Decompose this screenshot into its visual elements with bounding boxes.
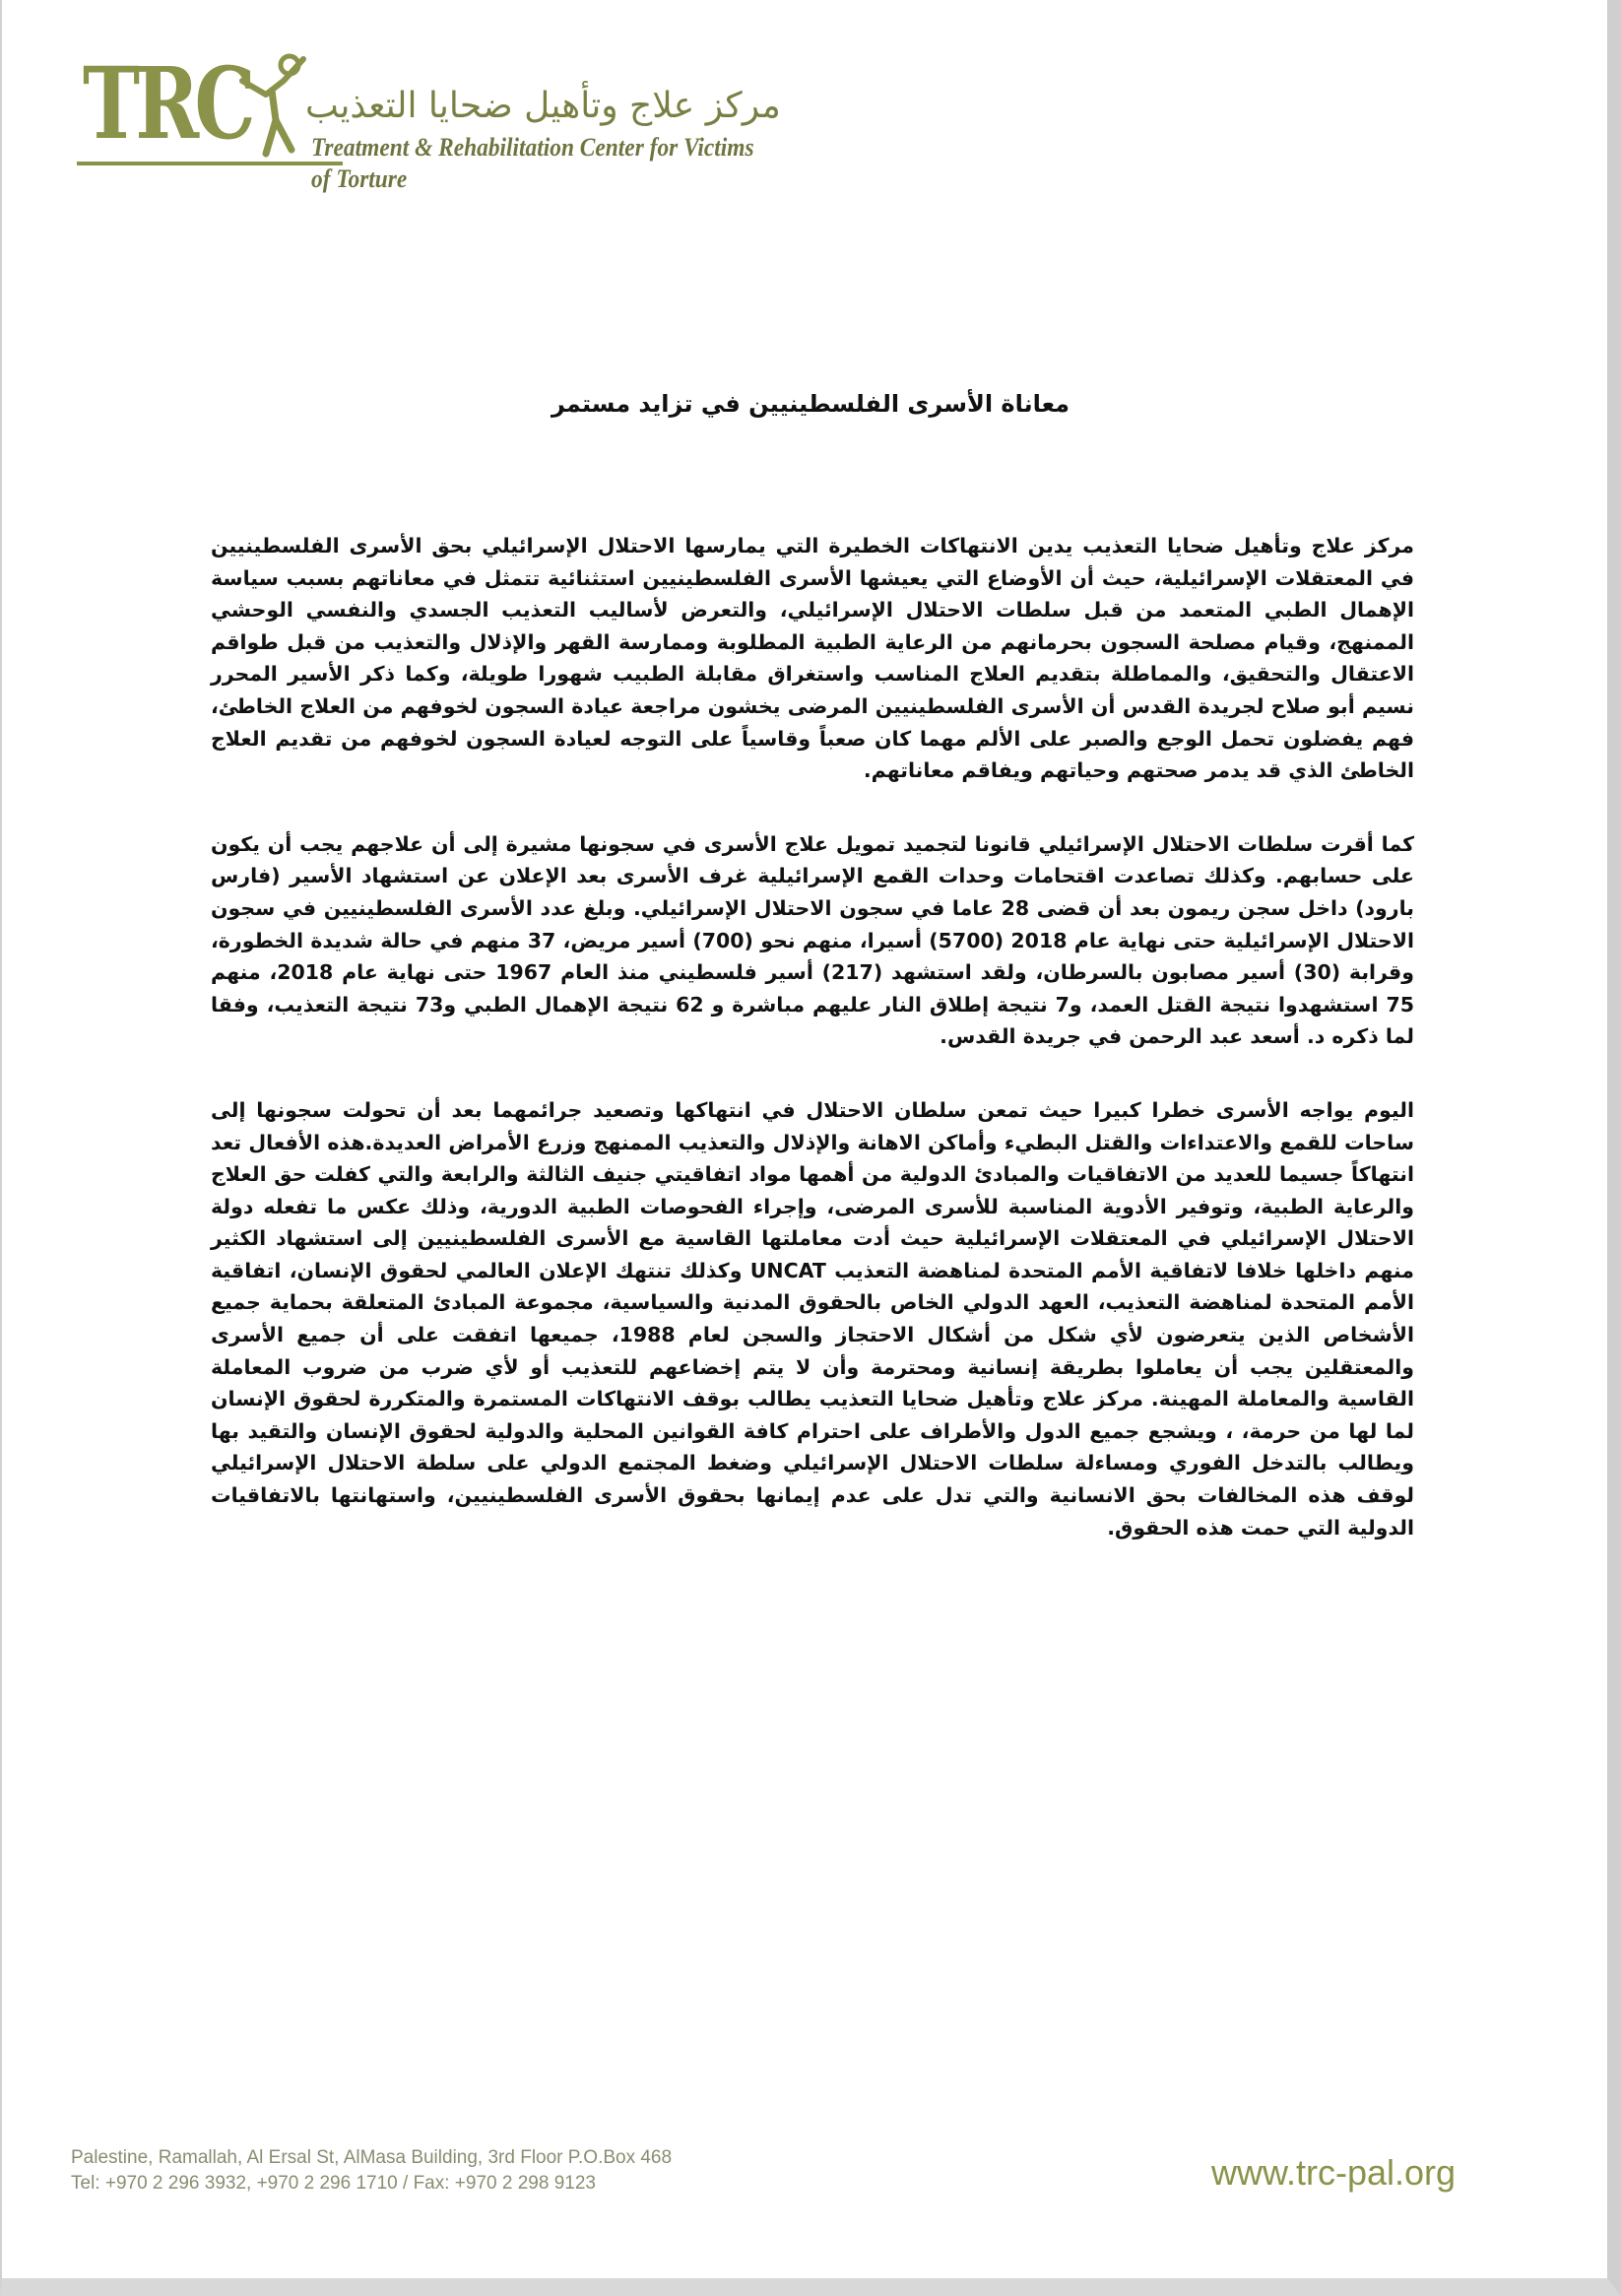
paragraph-1: مركز علاج وتأهيل ضحايا التعذيب يدين الانتهاكات الخطيرة التي يمارسها الاحتلال الإسرائيلي بحق الأسرى الفلسطينيين في المعتقلات الإسرائيلية، حيث أن الأوضاع التي يعيشها الأسرى الفلسطينيين استثنائية تتمثل في معاناتهم بسبب سياسة الإهمال الطبي المتعمد من قبل سلطات الاحتلال الإسرائيلي، والتعرض لأساليب التعذيب الجسدي والنفسي الوحشي الممنهج، وقيام مصلحة السجون بحرمانهم من الرعاية الطبية المطلوبة وممارسة القهر والإذلال والتعذيب من قبل طواقم الاعتقال والتحقيق، والمماطلة بتقديم العلاج المناسب واستغراق مقابلة الطبيب شهورا طويلة، وكما ذكر الأسير المحرر نسيم أبو صلاح لجريدة القدس أن الأسرى الفلسطينيين المرضى يخشون مراجعة عيادة السجون لخوفهم من العلاج الخاطئ، فهم يفضلون تحمل الوجع والصبر على الألم مهما كان صعباً وقاسياً على التوجه لعيادة السجون لخوفهم من تقديم العلاج الخاطئ الذي قد يدمر صحتهم وحياتهم ويفاقم معاناتهم. bbox=[211, 534, 1414, 783]
stick-figure-icon bbox=[232, 51, 311, 160]
paragraph-3: اليوم يواجه الأسرى خطرا كبيرا حيث تمعن سلطان الاحتلال في انتهاكها وتصعيد جرائمهما بعد أن تحولت سجونها إلى ساحات للقمع والاعتداءات والقتل البطيء وأماكن الاهانة والإذلال والتعذيب الممنهج وزرع الأمراض العديدة.هذه الأفعال تعد انتهاكاً جسيما للعديد من الاتفاقيات والمبادئ الدولية من أهمها مواد اتفاقيتي جنيف الثالثة والرابعة والتي كفلت حق العلاج والرعاية الطبية، وتوفير الأدوية المناسبة للأسرى المرضى، وإجراء الفحوصات الطبية الدورية، وذلك عكس ما تفعله دولة الاحتلال الإسرائيلي في المعتقلات الإسرائيلية حيث أدت معاملتها القاسية مع الأسرى الفلسطينيين إلى استشهاد الكثير منهم داخلها خلافا لاتفاقية الأمم المتحدة لمناهضة التعذيب UNCAT وكذلك تنتهك الإعلان العالمي لحقوق الإنسان، اتفاقية الأمم المتحدة لمناهضة التعذيب، العهد الدولي الخاص بالحقوق المدنية والسياسية، مجموعة المبادئ المتعلقة بحماية جميع الأشخاص الذين يتعرضون لأي شكل من أشكال الاحتجاز والسجن لعام 1988، جميعها اتفقت على أن جميع الأسرى والمعتقلين يجب أن يعاملوا بطريقة إنسانية ومحترمة وأن لا يتم إخضاعهم للتعذيب أو لأي ضرب من ضروب المعاملة القاسية والمعاملة المهينة. مركز علاج وتأهيل ضحايا التعذيب يطالب بوقف الانتهاكات المستمرة والمتكررة لحقوق الإنسان لما لها من حرمة، ، ويشجع جميع الدول والأطراف على احترام كافة القوانين المحلية والدولية لحقوق الإنسان والتقيد بها ويطالب بالتدخل الفوري ومساءلة سلطات الاحتلال الإسرائيلي وضغط المجتمع الدولي على سلطة الاحتلال الإسرائيلي لوقف هذه المخالفات بحق الانسانية والتي تدل على عدم إيمانها بحقوق الأسرى الفلسطينيين، واستهانتها بالاتفاقيات الدولية التي حمت هذه الحقوق. bbox=[211, 1097, 1415, 1540]
trc-logo bbox=[77, 45, 293, 162]
logo-baseline bbox=[77, 162, 343, 165]
paragraph-2: كما أقرت سلطات الاحتلال الإسرائيلي قانونا لتجميد تمويل علاج الأسرى في سجونها مشيرة إلى أن علاجهم يجب أن يكون على حسابهم. وكذلك تصاعدت اقتحامات وحدات القمع الإسرائيلية غرف الأسرى بعد الإعلان عن استشهاد الأسير (فارس بارود) داخل سجن ريمون بعد أن قضى 28 عاما في سجون الاحتلال الإسرائيلي. وبلغ عدد الأسرى الفلسطينيين في سجون الاحتلال الإسرائيلية حتى نهاية عام 2018 (5700) أسيرا، منهم نحو (700) أسير مريض، 37 منهم في حالة شديدة الخطورة، وقرابة (30) أسير مصابون بالسرطان، ولقد استشهد (217) أسير فلسطيني منذ العام 1967 حتى نهاية عام 2018، منهم 75 استشهدوا نتيجة القتل العمد، و7 نتيجة إطلاق النار عليهم مباشرة و 62 نتيجة الإهمال الطبي و73 نتيجة التعذيب، وفقا لما ذكره د. أسعد عبد الرحمن في جريدة القدس. bbox=[211, 831, 1414, 1049]
logo-wordmark: TRC bbox=[83, 45, 251, 162]
letterhead bbox=[71, 41, 819, 193]
org-name-arabic: مركز علاج وتأهيل ضحايا التعذيب bbox=[305, 86, 781, 126]
document-body bbox=[211, 530, 1414, 1585]
org-name-english: Treatment & Rehabilitation Center for Victims of Torture bbox=[311, 133, 754, 193]
footer-website: www.trc-pal.org bbox=[1211, 2152, 1457, 2193]
footer-address bbox=[71, 2145, 819, 2197]
document-title: معاناة الأسرى الفلسطينيين في تزايد مستمر bbox=[551, 390, 1070, 418]
footer-address-line: Palestine, Ramallah, Al Ersal St, AlMasa Building, 3rd Floor P.O.Box 468 bbox=[71, 2147, 673, 2168]
footer-contact-line: Tel: +970 2 296 3932, +970 2 296 1710 / Fax: +970 2 298 9123 bbox=[71, 2173, 596, 2194]
